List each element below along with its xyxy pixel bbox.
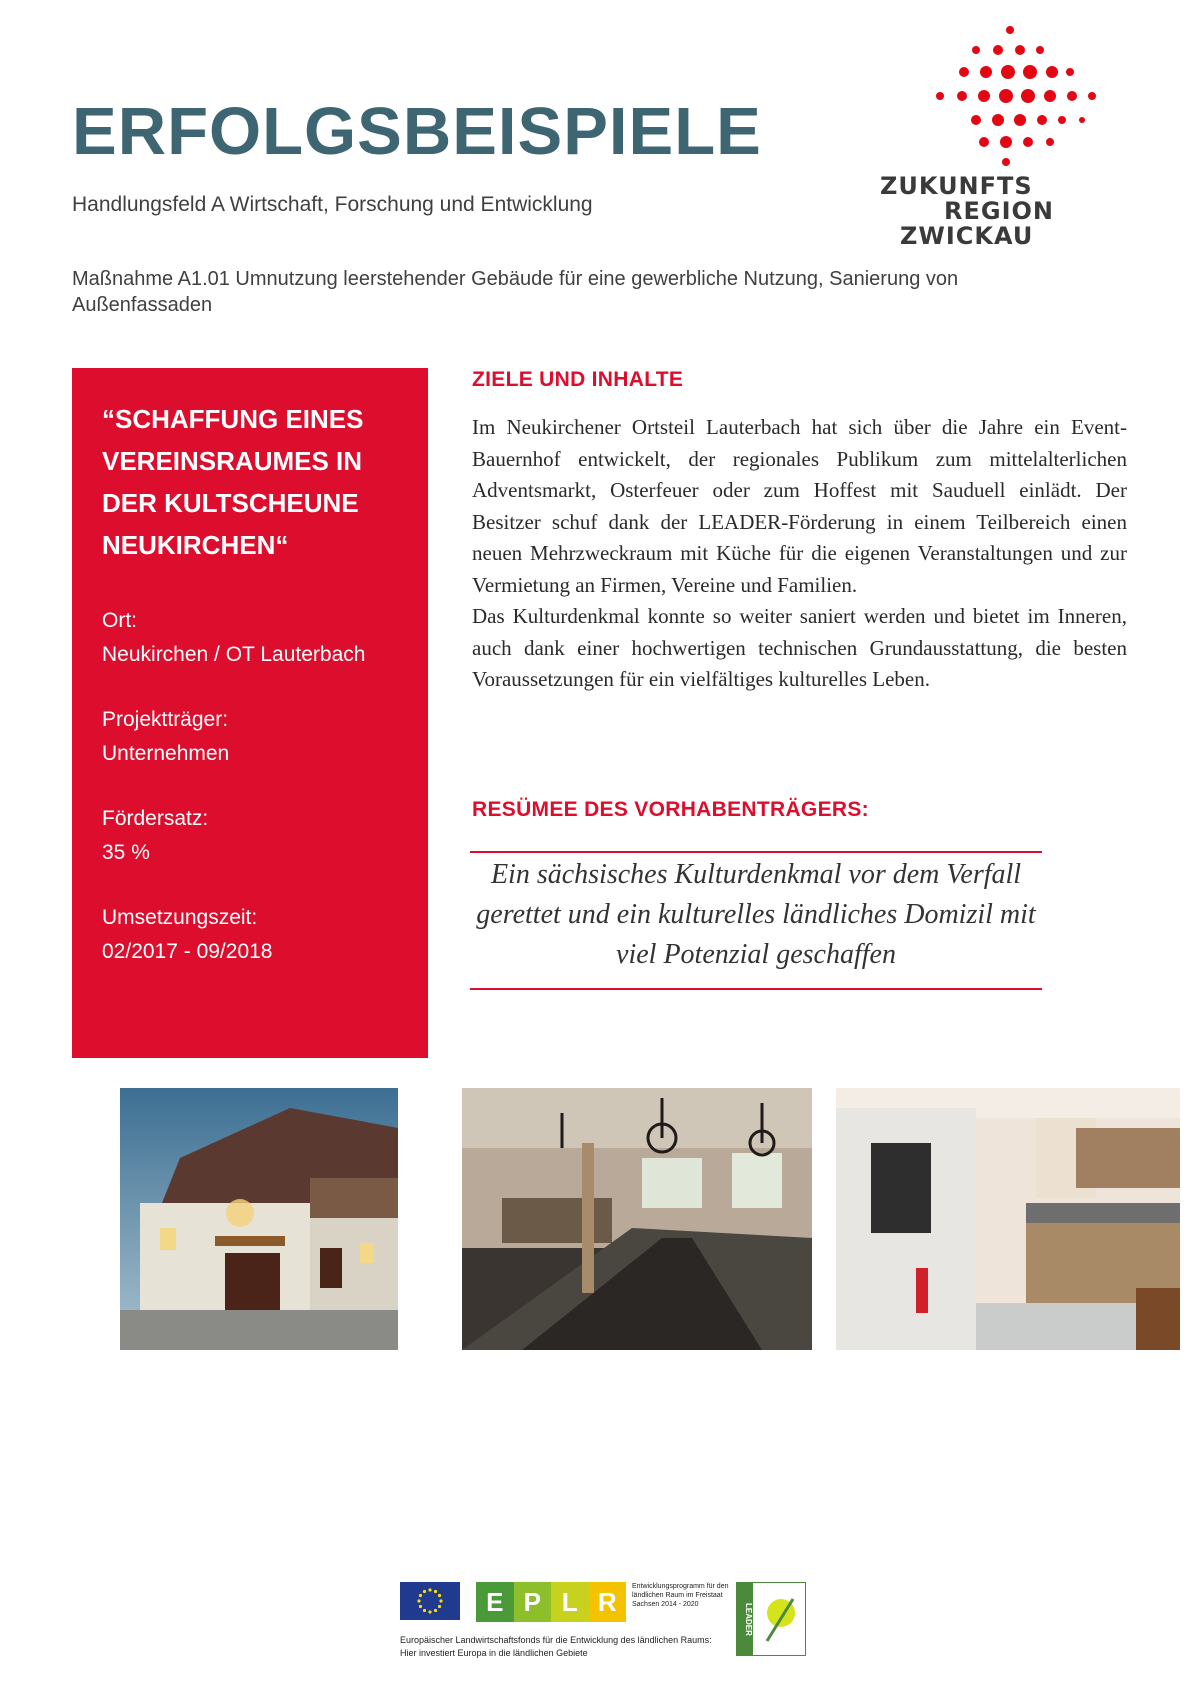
eu-star	[439, 1599, 442, 1602]
logo-dot	[992, 114, 1004, 126]
eu-star	[438, 1594, 441, 1597]
summary-quote: Ein sächsisches Kulturdenkmal vor dem Verfall gerettet und ein kulturelles ländliches Domizil mit viel Potenzial geschaffen	[476, 859, 1036, 970]
sponsor-value: Unternehmen	[102, 742, 230, 765]
location-label: Ort:	[102, 609, 137, 632]
eu-star	[428, 1610, 431, 1613]
event-hall-photo	[462, 1088, 812, 1350]
location-value: Neukirchen / OT Lauterbach	[102, 643, 366, 666]
goals-heading: ZIELE UND INHALTE	[472, 368, 684, 391]
implementation-period-label: Umsetzungszeit:	[102, 906, 258, 929]
logo-dot	[972, 46, 980, 54]
project-title: “SCHAFFUNG EINES VEREINSRAUMES IN DER KULTSCHEUNE NEUKIRCHEN“	[102, 404, 364, 560]
logo-dot	[1046, 66, 1058, 78]
logo-dot	[1037, 115, 1047, 125]
logo-dot	[999, 89, 1013, 103]
logo-dot	[1079, 117, 1085, 123]
quote-bottom-divider	[470, 988, 1042, 990]
logo-dot	[1046, 138, 1054, 146]
logo-dot	[971, 115, 981, 125]
leader-emblem-icon	[753, 1583, 805, 1655]
logo-dot	[980, 66, 992, 78]
eu-star	[423, 1609, 426, 1612]
measure-description: Maßnahme A1.01 Umnutzung leerstehender Gebäude für eine gewerbliche Nutzung, Sanierung von Außenfassaden	[72, 268, 959, 316]
eu-flag-icon	[400, 1582, 460, 1620]
logo-dot	[1006, 26, 1014, 34]
eu-star	[423, 1590, 426, 1593]
logo-dot	[993, 45, 1003, 55]
logo-dot	[1002, 158, 1010, 166]
eplr-logo: E P L R	[476, 1582, 626, 1622]
eu-star	[438, 1605, 441, 1608]
logo-dot	[1023, 65, 1037, 79]
logo-dot	[1044, 90, 1056, 102]
eu-star	[428, 1588, 431, 1591]
eu-star	[419, 1594, 422, 1597]
logo-dot	[1066, 68, 1074, 76]
page-title: ERFOLGSBEISPIELE	[72, 94, 762, 169]
quote-top-divider	[470, 851, 1042, 853]
logo-line-3: ZWICKAU	[900, 222, 1034, 250]
sponsor-label: Projektträger:	[102, 708, 229, 731]
summary-heading: RESÜMEE DES VORHABENTRÄGERS:	[472, 798, 869, 821]
logo-dot-cross-icon	[880, 22, 1180, 172]
logo-dot	[936, 92, 944, 100]
logo-line-1: ZUKUNFTS	[880, 172, 1033, 200]
eplr-description: Entwicklungsprogramm für den ländlichen Raum im Freistaat Sachsen 2014 - 2020	[632, 1583, 729, 1608]
goals-text	[472, 412, 1127, 696]
logo-dot	[1058, 116, 1066, 124]
funding-rate-label: Fördersatz:	[102, 807, 209, 830]
eu-star	[417, 1599, 420, 1602]
eu-star	[434, 1590, 437, 1593]
funding-logos-footer	[400, 1582, 820, 1662]
implementation-period-value: 02/2017 - 09/2018	[102, 940, 273, 963]
logo-dot	[1000, 136, 1012, 148]
logo-dot	[957, 91, 967, 101]
logo-dot	[1021, 89, 1035, 103]
eu-star	[419, 1605, 422, 1608]
goals-paragraph-1: Im Neukirchener Ortsteil Lauterbach hat sich über die Jahre ein Event-Bauernhof entwickelt, der regionales Publikum zum mittelalterlichen Adventsmarkt, Osterfeuer oder zum Hoffest mit Sauduell einlädt. Der Besitzer schuf dank der LEADER-Förderung in einem Teilbereich einen neuen Mehrzweckraum mit Küche für die eigenen Veranstaltungen und zur Vermietung an Firmen, Vereine und Familien.	[472, 415, 1127, 597]
zukunftsregion-zwickau-logo	[880, 22, 1180, 262]
logo-dot	[1015, 45, 1025, 55]
project-info-box	[72, 368, 428, 1058]
logo-dot	[1001, 65, 1015, 79]
goals-paragraph-2: Das Kulturdenkmal konnte so weiter saniert werden und bietet im Inneren, auch dank einer hochwertigen technischen Grundausstattung, die besten Voraussetzungen für ein vielfältiges kulturelles Leben.	[472, 604, 1127, 691]
logo-line-2: REGION	[944, 197, 1054, 225]
eu-funding-caption: Europäischer Landwirtschaftsfonds für die Entwicklung des ländlichen Raums: Hier investiert Europa in die ländlichen Gebiete	[400, 1635, 712, 1658]
logo-wordmark	[880, 174, 1120, 249]
leader-logo-label: LEADER	[737, 1583, 753, 1655]
logo-dot	[1023, 137, 1033, 147]
logo-dot	[1014, 114, 1026, 126]
kitchen-photo	[836, 1088, 1180, 1350]
eu-star	[434, 1609, 437, 1612]
logo-dot	[1036, 46, 1044, 54]
funding-rate-value: 35 %	[102, 841, 150, 864]
logo-dot	[1067, 91, 1077, 101]
logo-dot	[1088, 92, 1096, 100]
leader-logo	[736, 1582, 806, 1656]
barn-exterior-photo	[120, 1088, 398, 1350]
page-subtitle: Handlungsfeld A Wirtschaft, Forschung und Entwicklung	[72, 193, 593, 216]
logo-dot	[978, 90, 990, 102]
logo-dot	[979, 137, 989, 147]
logo-dot	[959, 67, 969, 77]
